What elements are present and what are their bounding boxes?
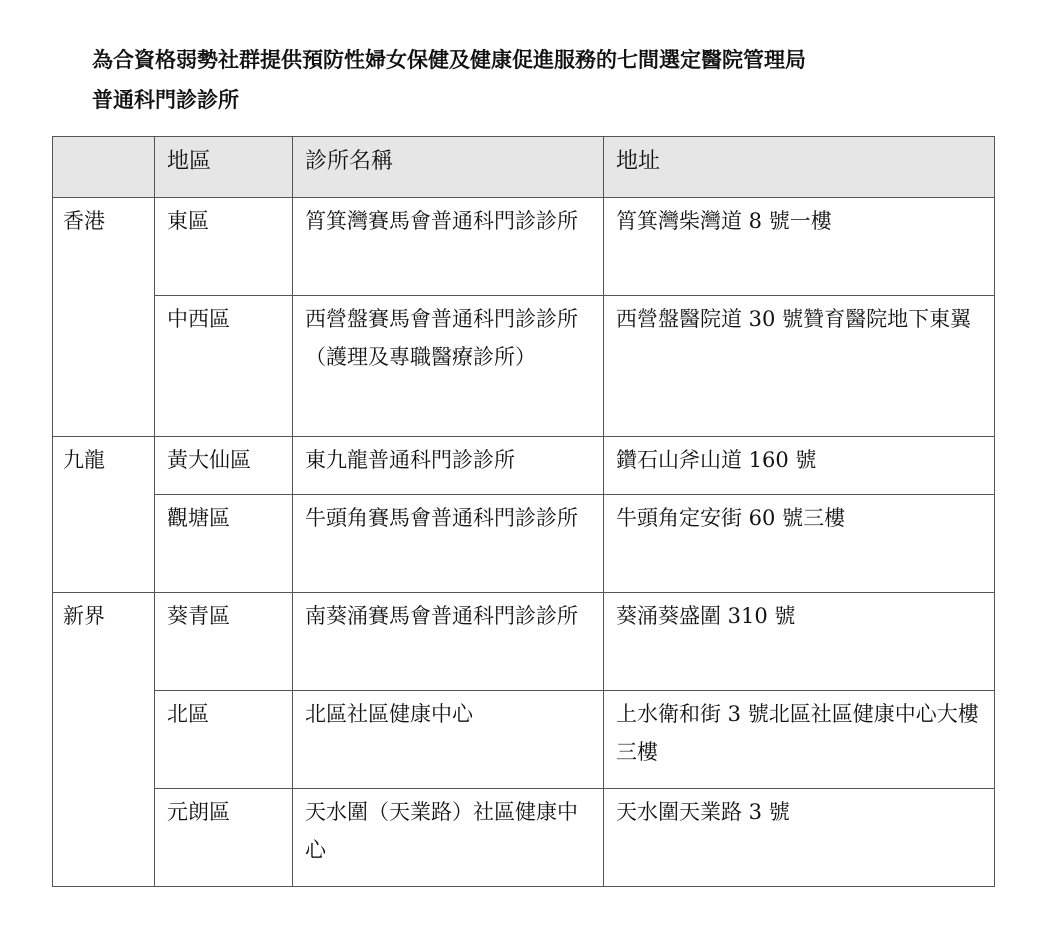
district-cell: 北區 xyxy=(155,691,293,789)
document-title xyxy=(92,40,992,120)
address-cell: 葵涌葵盛圍 310 號 xyxy=(604,593,995,691)
district-cell: 葵青區 xyxy=(155,593,293,691)
table-row xyxy=(53,593,995,691)
title-line-1: 為合資格弱勢社群提供預防性婦女保健及健康促進服務的七間選定醫院管理局 xyxy=(92,48,806,72)
header-address: 地址 xyxy=(604,137,995,198)
header-clinic-name: 診所名稱 xyxy=(293,137,604,198)
region-cell: 九龍 xyxy=(53,437,155,593)
clinic-name-cell: 南葵涌賽馬會普通科門診診所 xyxy=(293,593,604,691)
table-row xyxy=(53,789,995,887)
district-cell: 觀塘區 xyxy=(155,495,293,593)
address-cell: 牛頭角定安街 60 號三樓 xyxy=(604,495,995,593)
clinic-name-cell: 天水圍（天業路）社區健康中心 xyxy=(293,789,604,887)
clinic-name-cell: 牛頭角賽馬會普通科門診診所 xyxy=(293,495,604,593)
header-region xyxy=(53,137,155,198)
clinic-name-cell: 東九龍普通科門診診所 xyxy=(293,437,604,495)
clinic-name-cell: 筲箕灣賽馬會普通科門診診所 xyxy=(293,198,604,296)
district-cell: 黃大仙區 xyxy=(155,437,293,495)
district-cell: 元朗區 xyxy=(155,789,293,887)
table-header-row xyxy=(53,137,995,198)
district-cell: 中西區 xyxy=(155,296,293,437)
clinic-table xyxy=(52,136,995,887)
address-cell: 天水圍天業路 3 號 xyxy=(604,789,995,887)
header-district: 地區 xyxy=(155,137,293,198)
title-line-2: 普通科門診診所 xyxy=(92,88,239,112)
region-cell: 香港 xyxy=(53,198,155,437)
table-row xyxy=(53,437,995,495)
clinic-name-cell: 北區社區健康中心 xyxy=(293,691,604,789)
table-row xyxy=(53,495,995,593)
clinic-name-cell: 西營盤賽馬會普通科門診診所（護理及專職醫療診所） xyxy=(293,296,604,437)
table-row xyxy=(53,691,995,789)
table-row xyxy=(53,198,995,296)
district-cell: 東區 xyxy=(155,198,293,296)
address-cell: 鑽石山斧山道 160 號 xyxy=(604,437,995,495)
address-cell: 西營盤醫院道 30 號贊育醫院地下東翼 xyxy=(604,296,995,437)
address-cell: 筲箕灣柴灣道 8 號一樓 xyxy=(604,198,995,296)
table-row xyxy=(53,296,995,437)
address-cell: 上水衛和街 3 號北區社區健康中心大樓三樓 xyxy=(604,691,995,789)
region-cell: 新界 xyxy=(53,593,155,887)
